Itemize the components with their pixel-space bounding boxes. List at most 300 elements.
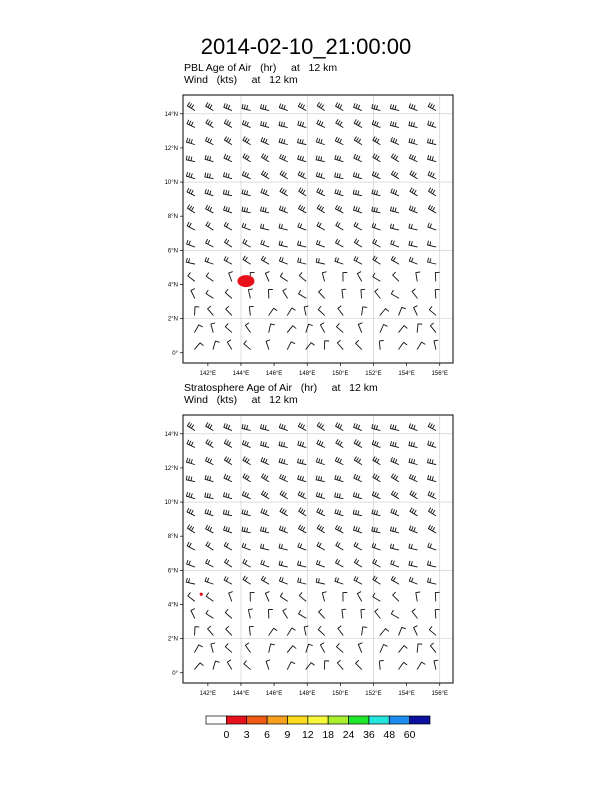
wind-barb [373,137,380,145]
wind-barb [393,592,399,601]
wind-barb [380,645,387,653]
y-tick-label: 2°N [167,316,178,323]
wind-barb [319,609,325,618]
wind-barb [187,138,195,144]
wind-barb [428,155,436,161]
wind-barb [335,509,343,515]
wind-barb [322,592,326,601]
wind-barb [373,576,380,584]
wind-barb [299,273,306,282]
wind-barb [186,156,194,162]
wind-barb [224,104,232,111]
wind-barb [229,272,233,281]
wind-barb [287,646,296,653]
wind-barb [390,425,398,431]
wind-barb [225,239,232,247]
colorbar-swatch [206,716,226,724]
wind-barb [225,290,231,299]
wind-barb [390,224,398,230]
wind-barb [338,626,343,635]
wind-barb [412,289,417,298]
wind-barb [249,306,253,315]
wind-barb [316,492,324,498]
wind-barb [224,137,231,145]
wind-barb [187,508,195,515]
wind-barb [380,629,389,636]
wind-barb [316,156,324,162]
wind-barb [428,459,436,465]
wind-barb [224,120,231,128]
wind-barb [316,458,324,464]
wind-barb [205,475,213,481]
map-panel-top [165,95,453,377]
wind-barb [298,441,306,447]
wind-barb [390,122,398,128]
wind-barb [186,476,194,482]
wind-barb [187,188,195,195]
wind-barb [435,289,439,298]
wind-barb [208,306,214,315]
wind-barb [187,240,195,247]
y-tick-label: 6°N [167,568,178,575]
wind-barb [354,104,362,111]
wind-barb [410,508,417,516]
wind-barb [206,440,213,448]
wind-barb [261,105,269,111]
wind-barb [342,289,346,298]
wind-barb [224,457,231,465]
wind-barb [205,578,213,585]
wind-barb [283,289,288,298]
wind-barb [430,323,435,332]
wind-barb [409,104,417,111]
bottom-panel-title-line1: Stratosphere Age of Air (hr) at 12 km [184,382,378,394]
wind-barb [373,273,380,281]
wind-barb [317,222,325,230]
wind-barb [225,559,232,567]
wind-barb [316,240,324,247]
wind-barb [262,491,269,499]
wind-barb [409,122,417,128]
y-tick-label: 6°N [167,248,178,255]
wind-barb [391,189,399,196]
wind-barb [299,508,306,516]
wind-barb [336,423,343,431]
wind-barb [354,206,362,213]
wind-barbs [186,423,439,670]
wind-barb [298,491,306,498]
wind-barb [187,120,195,127]
wind-barb [354,154,362,161]
y-tick-label: 10°N [164,180,178,187]
wind-barb [224,542,232,550]
wind-barb [354,257,362,264]
wind-barb [354,222,362,230]
x-tick-label: 144°E [232,691,250,697]
wind-barb [358,643,362,652]
wind-barb [379,661,383,670]
wind-barb [337,660,343,669]
wind-barb [358,323,362,332]
y-tick-label: 12°N [164,145,178,152]
wind-barb [191,609,195,618]
wind-barb [316,476,324,482]
wind-barb [279,206,287,213]
wind-barb [243,457,250,465]
wind-barb [354,559,361,567]
wind-barb [316,172,324,178]
wind-barb [428,543,436,550]
wind-barb [243,256,250,264]
wind-barb [399,326,407,333]
wind-barb [298,561,306,567]
wind-barb [375,289,380,298]
wind-barb [243,154,250,162]
wind-barb [242,223,250,230]
bottom-panel-title-line2: Wind (kts) at 12 km [184,394,298,406]
wind-barb [206,559,214,567]
wind-barb [336,542,343,550]
wind-barb [187,542,195,550]
colorbar-swatch [328,716,348,724]
colorbar-swatch [287,716,307,724]
wind-barb [319,289,325,298]
wind-barb [353,510,361,516]
wind-barb [409,206,417,213]
wind-barb [428,561,436,567]
wind-barb [409,155,417,162]
wind-barb [428,258,436,264]
wind-barb [343,593,347,602]
wind-barb [226,306,232,315]
wind-barb [206,137,214,144]
wind-barb [390,527,398,533]
wind-barb [409,139,417,145]
wind-barb [242,492,250,499]
wind-barb [261,442,269,448]
wind-barb [206,239,214,247]
wind-barb [223,190,231,196]
wind-barb [428,121,436,127]
wind-barb [226,626,232,635]
wind-barb [354,137,361,145]
wind-barb [336,222,343,230]
colorbar-label: 0 [223,729,230,741]
wind-barb [390,544,398,550]
wind-barb [429,627,436,636]
colorbar-swatch [247,716,267,724]
wind-barb [354,526,362,533]
wind-barb [429,307,436,316]
wind-barb [417,324,422,333]
wind-barb [299,610,306,618]
wind-barb [205,173,213,179]
wind-barb [298,171,306,178]
wind-barbs [186,103,439,350]
wind-barb [186,578,194,584]
wind-barb [213,341,219,349]
wind-barb [243,559,251,567]
wind-barb [224,440,231,448]
wind-barb [250,593,254,602]
wind-barb [206,205,214,212]
wind-barb [353,173,361,179]
wind-barb [227,660,231,669]
wind-barb [317,120,325,127]
wind-barb [434,340,438,349]
y-tick-label: 4°N [167,282,178,289]
wind-barb [262,474,269,482]
wind-barb [373,593,380,601]
wind-barb [224,474,232,481]
wind-barb [225,644,231,653]
wind-barb [269,610,273,619]
wind-barb [248,289,252,298]
wind-barb [336,103,343,111]
colorbar-label: 6 [264,729,271,741]
wind-barb [299,188,306,196]
wind-barb [269,628,277,635]
wind-barb [223,510,231,516]
wind-barb [242,527,250,533]
wind-barb [224,526,232,533]
y-tick-label: 14°N [164,431,178,438]
wind-barb [279,544,287,550]
wind-barb [391,240,399,247]
wind-barb [354,542,362,550]
wind-barb [261,509,269,516]
y-tick-label: 8°N [167,534,178,541]
wind-barb [187,560,195,567]
wind-barb [205,258,213,265]
wind-barb [428,423,436,431]
wind-barb [409,424,417,431]
wind-barb [391,610,398,618]
wind-barb [428,223,436,230]
wind-barb [280,475,288,482]
wind-barb [242,190,250,196]
wind-barb [428,525,435,533]
wind-barb [287,326,296,333]
wind-barb [372,207,380,213]
wind-barb [187,103,194,111]
wind-barb [225,324,231,333]
wind-barb [188,273,195,281]
wind-barb [373,457,380,465]
wind-barb [391,154,398,162]
wind-barb [316,258,324,264]
wind-barb [428,475,436,481]
wind-barb [430,643,435,652]
wind-barb [409,544,417,550]
wind-barb [428,139,436,145]
wind-barb [242,207,250,213]
wind-barb [261,560,269,567]
wind-barb [375,609,380,618]
wind-barb [243,474,250,482]
wind-barb [249,626,253,635]
wind-barb [391,509,399,516]
wind-barb [242,172,250,179]
x-tick-label: 150°E [332,691,349,697]
wind-barb [262,171,269,179]
wind-barb [357,272,361,281]
wind-barb [242,543,250,550]
wind-barb [399,307,406,315]
wind-barb [298,121,306,127]
wind-barb [280,508,287,516]
wind-barb [391,138,399,145]
wind-barb [299,525,306,533]
y-tick-label: 4°N [167,602,178,609]
wind-barb [243,137,250,145]
colorbar-swatch [226,716,246,724]
wind-barb [414,626,418,635]
x-tick-label: 156°E [431,691,448,697]
wind-barb [354,239,361,247]
wind-barb [390,207,398,213]
wind-barb [206,273,213,281]
wind-barb [287,308,295,315]
wind-barb [428,205,435,213]
wind-barb [380,325,387,333]
wind-barb [409,561,417,567]
wind-barb [338,306,343,315]
colorbar-label: 36 [363,729,375,741]
wind-barb [298,155,306,161]
wind-barb [372,190,380,196]
wind-barb [261,224,269,230]
colorbar-swatch [308,716,328,724]
wind-barb [206,222,213,230]
wind-barb [187,222,195,230]
wind-barb [269,324,275,332]
wind-barb [409,224,417,230]
colorbar-label: 18 [322,729,335,741]
wind-barb [353,493,361,499]
wind-barb [342,609,346,618]
wind-barb [417,662,425,669]
colorbar-swatch [389,716,409,724]
wind-barb [279,257,287,264]
wind-barb [354,577,362,584]
wind-barb [361,609,365,618]
wind-barb [372,527,380,533]
wind-barb [195,307,199,316]
wind-barb [435,272,439,281]
x-tick-label: 154°E [398,371,415,377]
wind-barb [362,307,367,315]
wind-barb [261,122,269,128]
wind-barb [298,475,306,481]
wind-barb [428,241,436,247]
wind-barb [266,660,270,669]
wind-barb [409,257,417,264]
wind-barb [373,154,380,162]
y-tick-label: 0° [172,670,178,677]
wind-barb [205,493,213,499]
wind-barb [417,644,422,653]
wind-barb [306,644,313,652]
wind-barb [357,592,361,601]
wind-barb [298,258,306,264]
y-tick-label: 8°N [167,214,178,221]
wind-barb [428,103,436,111]
wind-barb [206,593,213,601]
wind-barb [283,609,288,618]
colorbar-swatch [410,716,430,724]
wind-barb [390,442,398,448]
wind-barb [399,662,407,669]
wind-barb [186,258,194,264]
wind-barb [269,290,273,299]
wind-barb [187,423,194,431]
wind-barb [224,154,232,161]
x-tick-label: 152°E [365,371,382,377]
wind-barb [429,188,436,196]
wind-barb [187,205,194,213]
x-tick-label: 154°E [398,691,415,697]
wind-barb [435,609,439,618]
wind-barb [224,222,232,230]
wind-barb [279,561,287,567]
wind-barb [428,491,436,498]
wind-barb [335,578,343,585]
wind-barb [336,239,344,247]
wind-barb [208,626,214,635]
wind-barb [243,239,251,247]
wind-barb [279,459,287,465]
wind-barb [187,525,194,533]
wind-barb [409,475,417,482]
wind-barb [206,525,214,532]
wind-barb [245,643,250,652]
wind-barb [317,508,325,515]
wind-barb [391,171,398,179]
wind-barb [244,341,251,350]
wind-barb [337,340,343,349]
wind-barb [244,661,251,670]
wind-barb [390,105,398,111]
wind-barb [354,440,361,448]
wind-barb [298,103,306,111]
wind-barb [416,272,420,281]
wind-barb [317,423,324,431]
wind-barb [335,475,343,481]
wind-barb [261,207,269,213]
wind-barb [335,525,343,532]
colorbar-label: 3 [243,729,250,741]
x-tick-label: 146°E [265,371,283,377]
wind-barb [224,493,232,499]
wind-barb [243,576,250,584]
colorbar-label: 24 [342,729,355,741]
y-tick-label: 2°N [167,636,178,643]
wind-barb [279,526,287,533]
colorbar-swatch [267,716,287,724]
wind-barb [335,155,343,161]
wind-barb [428,441,436,447]
wind-barb [373,256,380,264]
age-of-air-feature [238,276,254,287]
wind-barb [409,459,417,465]
wind-barb [279,241,287,247]
wind-barb [213,661,219,669]
wind-barb [325,341,329,350]
y-tick-label: 14°N [164,111,178,118]
wind-barb [224,577,232,584]
y-tick-label: 0° [172,350,178,357]
